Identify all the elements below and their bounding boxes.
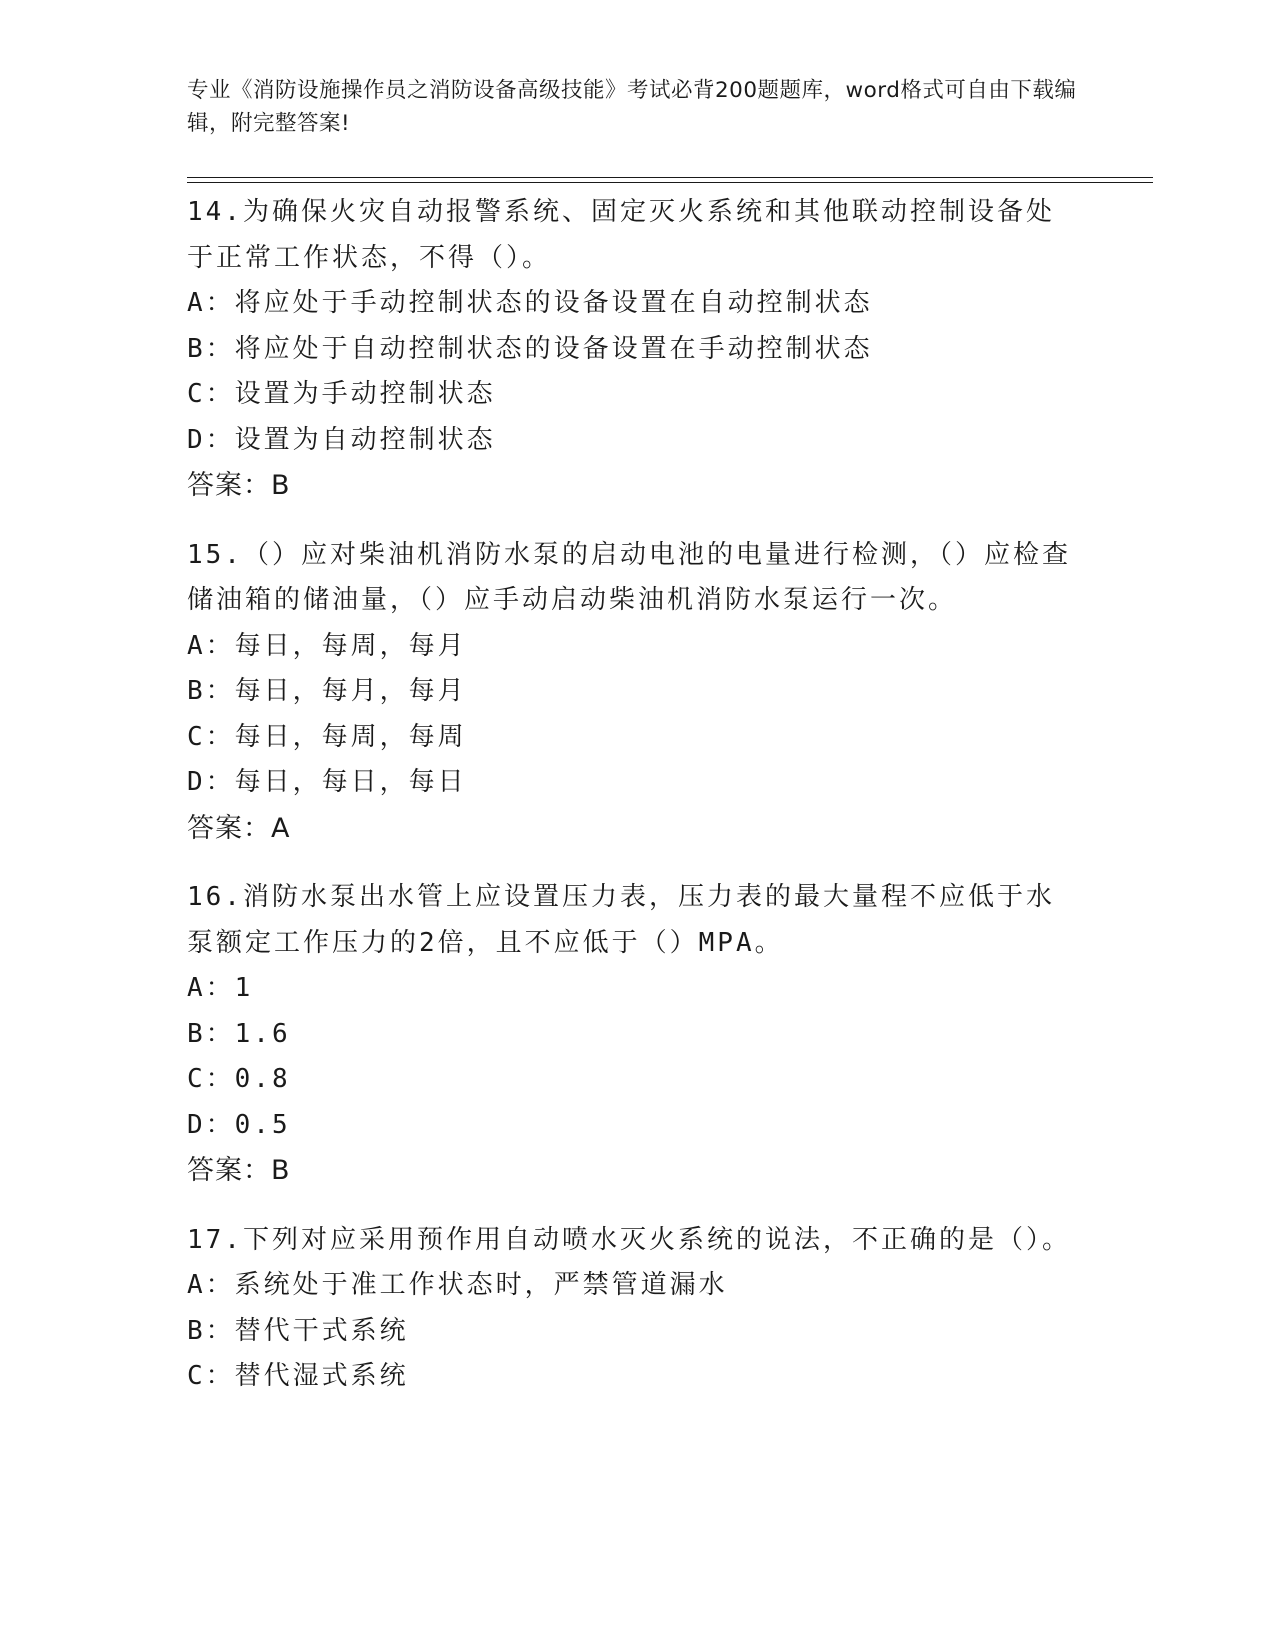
question-17 [187,1218,1087,1400]
question-text: 16.消防水泵出水管上应设置压力表，压力表的最大量程不应低于水泵额定工作压力的2倍，且不应低于（）MPA。 [187,882,1055,958]
option-d: D：每日，每日，每日 [187,767,467,797]
header-rule-top [187,177,1153,178]
option-c: C：替代湿式系统 [187,1361,409,1391]
option-d: D：设置为自动控制状态 [187,424,496,455]
option-a: A：1 [187,973,254,1003]
answer-line: 答案：B [187,1155,291,1186]
question-15 [187,533,1087,852]
question-16 [187,875,1087,1194]
option-c: C：设置为手动控制状态 [187,379,496,409]
option-a: A：每日，每周，每月 [187,630,467,661]
question-list [187,190,1087,1424]
header-rule-bottom [187,182,1153,183]
answer-line: 答案：B [187,470,291,501]
question-text: 15.（）应对柴油机消防水泵的启动电池的电量进行检测，（）应检查储油箱的储油量，（）应手动启动柴油机消防水泵运行一次。 [187,539,1071,615]
option-b: B：替代干式系统 [187,1315,409,1346]
option-c: C：每日，每周，每周 [187,721,467,752]
option-b: B：1.6 [187,1018,291,1049]
question-14 [187,190,1087,509]
option-c: C：0.8 [187,1064,291,1094]
option-b: B：每日，每月，每月 [187,676,467,706]
header-title: 专业《消防设施操作员之消防设备高级技能》考试必背200题题库，word格式可自由下载编辑，附完整答案! [187,78,1077,136]
option-d: D：0.5 [187,1109,291,1140]
answer-line: 答案：A [187,812,291,844]
option-a: A：将应处于手动控制状态的设备设置在自动控制状态 [187,288,873,318]
option-a: A：系统处于准工作状态时，严禁管道漏水 [187,1270,728,1300]
document-header [187,74,1087,140]
question-text: 14.为确保火灾自动报警系统、固定灭火系统和其他联动控制设备处于正常工作状态，不得（）。 [187,197,1055,273]
option-b: B：将应处于自动控制状态的设备设置在手动控制状态 [187,333,873,364]
question-text: 17.下列对应采用预作用自动喷水灭火系统的说法，不正确的是（）。 [187,1224,1071,1255]
